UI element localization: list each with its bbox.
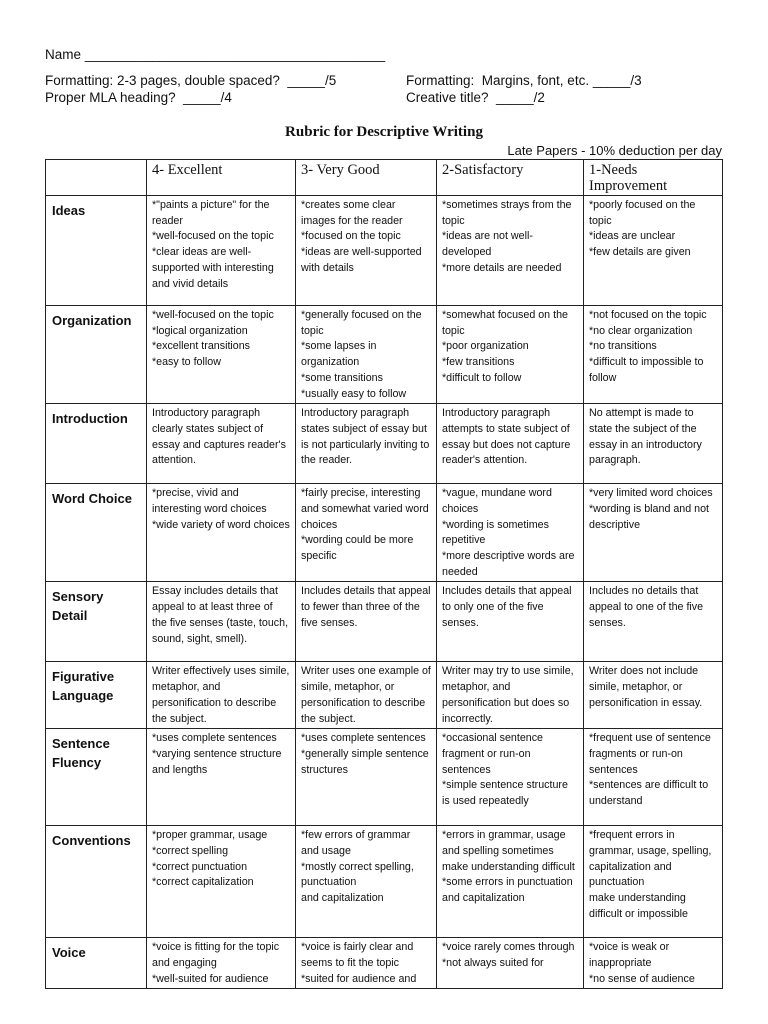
header-excellent: 4- Excellent	[147, 160, 296, 196]
header-satisfactory: 2-Satisfactory	[437, 160, 584, 196]
cell-ideas-excellent: *"paints a picture" for the reader *well-focused on the topic *clear ideas are well-supported with interesting and vivid details	[147, 196, 296, 306]
cell-sentence-fluency-satisfactory: *occasional sentence fragment or run-on sentences *simple sentence structure is used repeatedly	[437, 729, 584, 826]
cell-conventions-very-good: *few errors of grammar and usage *mostly correct spelling, punctuation and capitalization	[296, 826, 437, 938]
mla-heading-score: Proper MLA heading? _____/4	[45, 90, 232, 105]
cell-word-choice-excellent: *precise, vivid and interesting word choices *wide variety of word choices	[147, 484, 296, 582]
cell-organization-needs-improvement: *not focused on the topic *no clear organization *no transitions *difficult to impossible to follow	[584, 306, 723, 404]
cell-sentence-fluency-needs-improvement: *frequent use of sentence fragments or run-on sentences *sentences are difficult to understand	[584, 729, 723, 826]
criterion-voice: Voice	[46, 938, 147, 989]
cell-sensory-detail-very-good: Includes details that appeal to fewer than three of the five senses.	[296, 582, 437, 662]
row-word-choice	[46, 484, 723, 582]
row-figurative-language	[46, 662, 723, 729]
cell-introduction-excellent: Introductory paragraph clearly states subject of essay and captures reader's attention.	[147, 404, 296, 484]
formatting-margins-score: Formatting: Margins, font, etc. _____/3	[406, 73, 642, 88]
formatting-pages-score: Formatting: 2-3 pages, double spaced? _____/5	[45, 73, 337, 88]
criterion-introduction: Introduction	[46, 404, 147, 484]
cell-voice-needs-improvement: *voice is weak or inappropriate *no sense of audience	[584, 938, 723, 989]
cell-conventions-excellent: *proper grammar, usage *correct spelling *correct punctuation *correct capitalization	[147, 826, 296, 938]
cell-organization-very-good: *generally focused on the topic *some lapses in organization *some transitions *usually easy to follow	[296, 306, 437, 404]
cell-introduction-satisfactory: Introductory paragraph attempts to state subject of essay but does not capture reader's attention.	[437, 404, 584, 484]
cell-sentence-fluency-very-good: *uses complete sentences *generally simple sentence structures	[296, 729, 437, 826]
cell-conventions-satisfactory: *errors in grammar, usage and spelling sometimes make understanding difficult *some errors in punctuation and capitalization	[437, 826, 584, 938]
cell-figurative-language-needs-improvement: Writer does not include simile, metaphor, or personification in essay.	[584, 662, 723, 729]
criterion-figurative-language: Figurative Language	[46, 662, 147, 729]
cell-ideas-very-good: *creates some clear images for the reader *focused on the topic *ideas are well-supported with details	[296, 196, 437, 306]
row-introduction	[46, 404, 723, 484]
criterion-sensory-detail: Sensory Detail	[46, 582, 147, 662]
header-needs-improvement: 1-Needs Improvement	[584, 160, 723, 196]
row-organization	[46, 306, 723, 404]
criterion-organization: Organization	[46, 306, 147, 404]
row-conventions	[46, 826, 723, 938]
criterion-sentence-fluency: Sentence Fluency	[46, 729, 147, 826]
cell-ideas-satisfactory: *sometimes strays from the topic *ideas are not well-developed *more details are needed	[437, 196, 584, 306]
cell-introduction-needs-improvement: No attempt is made to state the subject of the essay in an introductory paragraph.	[584, 404, 723, 484]
cell-figurative-language-very-good: Writer uses one example of simile, metaphor, or personification to describe the subject.	[296, 662, 437, 729]
criterion-conventions: Conventions	[46, 826, 147, 938]
row-sensory-detail	[46, 582, 723, 662]
cell-sentence-fluency-excellent: *uses complete sentences *varying sentence structure and lengths	[147, 729, 296, 826]
cell-sensory-detail-needs-improvement: Includes no details that appeal to one of the five senses.	[584, 582, 723, 662]
cell-introduction-very-good: Introductory paragraph states subject of essay but is not particularly inviting to the reader.	[296, 404, 437, 484]
cell-organization-satisfactory: *somewhat focused on the topic *poor organization *few transitions *difficult to follow	[437, 306, 584, 404]
cell-figurative-language-excellent: Writer effectively uses simile, metaphor, and personification to describe the subject.	[147, 662, 296, 729]
cell-voice-satisfactory: *voice rarely comes through *not always suited for	[437, 938, 584, 989]
creative-title-score: Creative title? _____/2	[406, 90, 545, 105]
criterion-ideas: Ideas	[46, 196, 147, 306]
header-blank	[46, 160, 147, 196]
cell-ideas-needs-improvement: *poorly focused on the topic *ideas are unclear *few details are given	[584, 196, 723, 306]
row-sentence-fluency	[46, 729, 723, 826]
row-ideas	[46, 196, 723, 306]
rubric-title: Rubric for Descriptive Writing	[285, 124, 483, 140]
criterion-word-choice: Word Choice	[46, 484, 147, 582]
cell-sensory-detail-satisfactory: Includes details that appeal to only one of the five senses.	[437, 582, 584, 662]
row-voice	[46, 938, 723, 989]
cell-figurative-language-satisfactory: Writer may try to use simile, metaphor, and personification but does so incorrectly.	[437, 662, 584, 729]
cell-sensory-detail-excellent: Essay includes details that appeal to at least three of the five senses (taste, touch, sound, sight, smell).	[147, 582, 296, 662]
cell-word-choice-very-good: *fairly precise, interesting and somewhat varied word choices *wording could be more specific	[296, 484, 437, 582]
header-very-good: 3- Very Good	[296, 160, 437, 196]
cell-voice-excellent: *voice is fitting for the topic and engaging *well-suited for audience	[147, 938, 296, 989]
cell-voice-very-good: *voice is fairly clear and seems to fit the topic *suited for audience and	[296, 938, 437, 989]
late-papers-note: Late Papers - 10% deduction per day	[507, 143, 722, 158]
name-line[interactable]: Name ________________________________________	[45, 47, 386, 62]
cell-word-choice-needs-improvement: *very limited word choices *wording is bland and not descriptive	[584, 484, 723, 582]
cell-conventions-needs-improvement: *frequent errors in grammar, usage, spelling, capitalization and punctuation make understanding difficult or impossible	[584, 826, 723, 938]
cell-organization-excellent: *well-focused on the topic *logical organization *excellent transitions *easy to follow	[147, 306, 296, 404]
cell-word-choice-satisfactory: *vague, mundane word choices *wording is sometimes repetitive *more descriptive words are needed	[437, 484, 584, 582]
rubric-table	[45, 159, 723, 989]
rubric-header-row	[46, 160, 723, 196]
